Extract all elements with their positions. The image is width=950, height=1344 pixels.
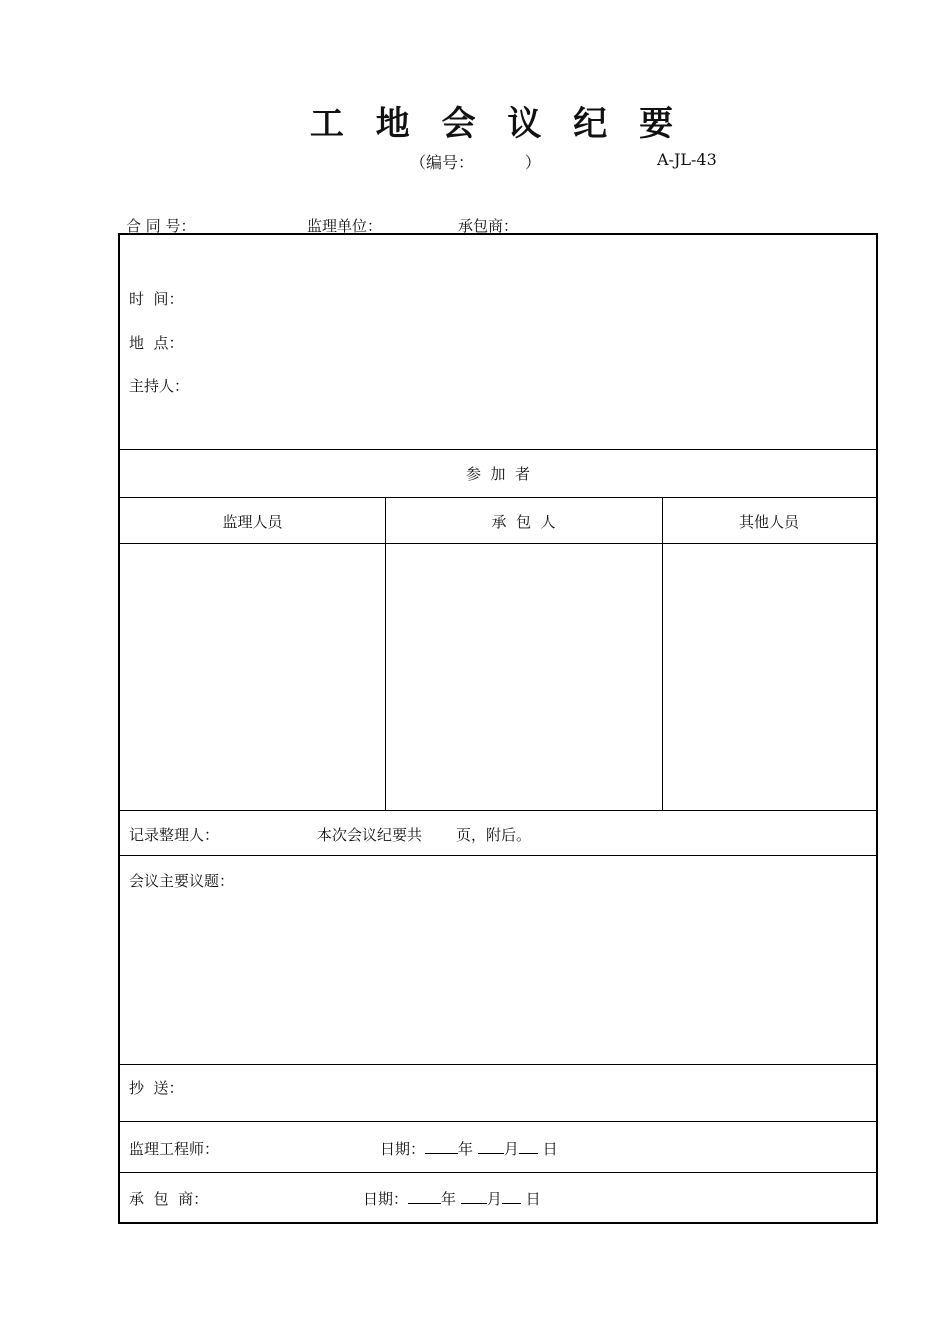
day-label: 日 <box>542 1140 558 1158</box>
page-title: 工 地 会 议 纪 要 <box>309 104 684 144</box>
year-blank <box>408 1188 441 1204</box>
column-header-contractor: 承 包 人 <box>491 513 556 531</box>
row-divider <box>120 449 876 450</box>
host-field: 主持人： <box>129 377 190 395</box>
supervision-unit-label: 监理单位： <box>307 217 383 235</box>
row-divider <box>120 855 876 856</box>
month-label: 月 <box>503 1140 519 1158</box>
day-label: 日 <box>525 1190 541 1208</box>
row-divider <box>120 497 876 498</box>
column-header-supervisors: 监理人员 <box>222 513 283 531</box>
meeting-form-table <box>118 233 878 1224</box>
year-label: 年 <box>441 1190 457 1208</box>
cc-label: 抄 送： <box>129 1079 184 1097</box>
row-divider <box>120 810 876 811</box>
supervisor-date <box>380 1138 558 1159</box>
month-blank <box>478 1138 504 1154</box>
code-label: （编号： ） <box>410 153 541 172</box>
place-field: 地 点： <box>129 334 184 352</box>
row-divider <box>120 543 876 544</box>
form-code: A-JL-43 <box>657 150 717 169</box>
year-label: 年 <box>458 1140 474 1158</box>
recorder-label: 记录整理人： <box>129 826 220 844</box>
column-header-others: 其他人员 <box>738 513 799 531</box>
row-divider <box>120 1121 876 1122</box>
contractor-sign-label: 承 包 商： <box>129 1190 209 1208</box>
day-blank <box>502 1188 521 1204</box>
date-label: 日期： <box>363 1190 409 1208</box>
supervisor-sign-label: 监理工程师： <box>129 1140 220 1158</box>
pages-prefix: 本次会议纪要共 <box>317 826 423 844</box>
contract-no-label: 合 同 号： <box>126 217 196 235</box>
participants-heading: 参 加 者 <box>465 465 531 483</box>
day-blank <box>519 1138 538 1154</box>
column-divider <box>385 497 386 810</box>
month-label: 月 <box>486 1190 502 1208</box>
month-blank <box>461 1188 487 1204</box>
column-divider <box>662 497 663 810</box>
row-divider <box>120 1064 876 1065</box>
date-label: 日期： <box>380 1140 426 1158</box>
row-divider <box>120 1172 876 1173</box>
contractor-label: 承包商： <box>458 217 519 235</box>
contractor-date <box>363 1188 541 1209</box>
year-blank <box>425 1138 458 1154</box>
main-topics-label: 会议主要议题： <box>129 872 235 890</box>
time-field: 时 间： <box>129 290 184 308</box>
pages-suffix: 页，附后。 <box>456 826 532 844</box>
